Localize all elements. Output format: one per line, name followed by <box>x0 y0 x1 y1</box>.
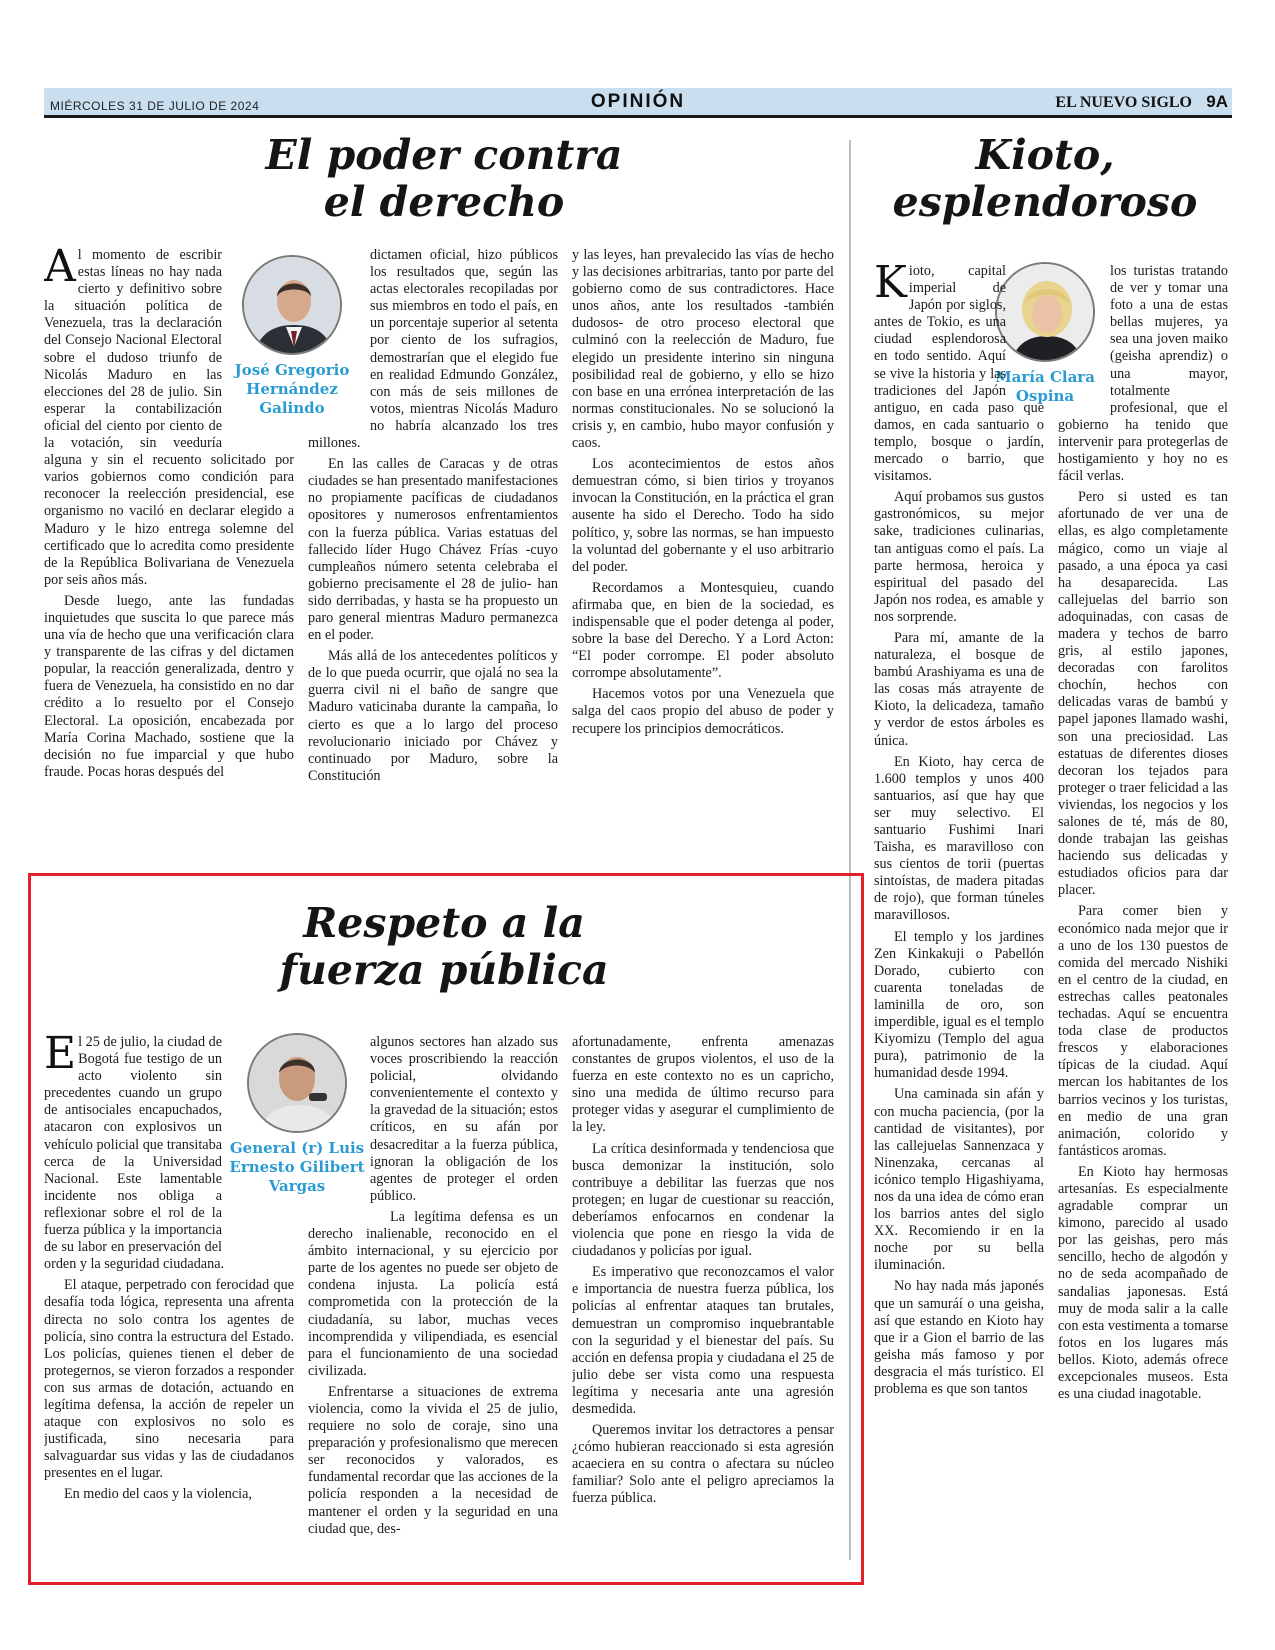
author-name: José Gregorio Hernández Galindo <box>234 361 350 417</box>
paragraph: El templo y los jardines Zen Kinkakuji o Pabellón Dorado, cubierto con cuarenta toneladas de laminilla de oro, son imperdible, igual es el templo Kiyomizu (Templo del agua pura), patrimonio de la humanidad desde 1994. <box>874 928 1044 1082</box>
newspaper-logo: EL NUEVO SIGLO <box>1055 94 1192 111</box>
paragraph: l momento de escribir estas líneas no hay nada cierto y definitivo sobre la situación política de Venezuela, tras la declaración del Consejo Nacional Electoral sobre el dudoso triunfo de Nicolás Maduro en las elecciones del 28 de julio. Sin esperar la contabilización oficial del ciento por ciento de la votación, sin veeduría alguna y sin el recuento solicitado por varios gobiernos como condición para reconocer la reelección presidencial, ese organismo no vaciló en declarar elegido a Maduro y le hizo entrega solemne del certificado que lo acredita como presidente de la República Bolivariana de Venezuela por seis años más. <box>44 247 294 588</box>
header-section: OPINIÓN <box>590 91 686 112</box>
article3-title-line1: Respeto a la <box>303 899 585 947</box>
page-number: 9A <box>1206 92 1228 111</box>
paragraph: Recordamos a Montesquieu, cuando afirmaba que, en bien de la sociedad, es indispensable que el poder detenga al poder, sobre la base del Derecho. Y a Lord Acton: “El poder corrompe. El poder absoluto corrompe absolutamente”. <box>572 579 834 682</box>
paragraph: l 25 de julio, la ciudad de Bogotá fue testigo de un acto violento sin precedentes cuando un grupo de antisociales encapuchados, atacaron con explosivos un vehículo policial que transitaba cerca de la Universidad Nacional. Este lamentable incidente nos obliga a reflexionar sobre el rol de la fuerza pública y la importancia de su labor en preservación del orden y la seguridad ciudadana. <box>44 1034 225 1273</box>
paragraph: Los acontecimientos de estos años demuestran cómo, si bien tirios y troyanos invocan la Constitución, en la práctica el gran ausente ha sido el Derecho. Todo ha sido político, y, sobre las normas, se han impuesto la voluntad del gobernante y el uso arbitrario del poder. <box>572 456 834 575</box>
article1-column-2 <box>308 247 558 807</box>
header-date: MIÉRCOLES 31 DE JULIO DE 2024 <box>50 99 260 113</box>
author-name: María Clara Ospina <box>995 368 1095 405</box>
paragraph: Más allá de los antecedentes políticos y de lo que pueda ocurrir, que ojalá no sea la guerra civil ni el baño de sangre que Maduro vaticinaba durante la campaña, lo cierto es que a lo largo del proceso revolucionario iniciado por Chávez y continuado por Maduro, sobre la Constitución <box>308 648 558 784</box>
article2-column-2 <box>1058 263 1228 1558</box>
article2-title-line2: esplendoroso <box>892 178 1198 227</box>
page-header <box>44 88 1232 118</box>
drop-cap: E <box>44 1034 77 1079</box>
author-name: General (r) Luis Ernesto Gilibert Vargas <box>229 1139 365 1195</box>
paragraph: En Kioto hay hermosas artesanías. Es especialmente agradable comprar un kimono, parecido al usado por las geishas, pero más sencillo, hecho de algodón y no de seda acompañado de sandalias japonesas. Está muy de moda salir a la calle con esta vestimenta a tomarse fotos en los lugares más bellos. Kioto, además ofrece excepcionales museos. Esta es una ciudad inagotable. <box>1058 1163 1228 1403</box>
article1-column-3 <box>572 247 834 807</box>
paragraph: Hacemos votos por una Venezuela que salga del caos propio del abuso de poder y recupere los principios democráticos. <box>572 686 834 737</box>
paragraph: No hay nada más japonés que un samuráí o una geisha, así que estando en Kioto hay que ir a Gion el barrio de las geisha más famoso y por desgracia el más turístico. El problema es que son tantos <box>874 1278 1044 1397</box>
article3-column-3 <box>572 1034 834 1554</box>
paragraph: En Kioto, hay cerca de 1.600 templos y unos 400 santuarios, así que hay que ser muy selectivo. El santuario Fushimi Inari Taisha, es maravilloso con sus cientos de torii (puertas sintoístas, de madera pitadas de rojo), que forman túneles maravillosos. <box>874 753 1044 924</box>
paragraph: En las calles de Caracas y de otras ciudades se han presentado manifestaciones no propiamente pacíficas de ciudadanos opositores y numerosos enfrentamientos con la fuerza pública. Varias estatuas del fallecido líder Hugo Chávez Frías -cuyo cumpleaños número setenta celebraba el gobierno precisamente el 28 de julio- han sido derribadas, y hasta se ha propuesto un paro general mientras Maduro permanezca en el poder. <box>308 456 558 644</box>
paragraph: algunos sectores han alzado sus voces proscribiendo la reacción policial, olvidando convenientemente el contexto y la gravedad de la situación; estos críticos, en su afán por desacreditar a la fuerza pública, ignoran la obligación de los agentes de proteger el orden público. <box>370 1034 558 1204</box>
paragraph: Aquí probamos sus gustos gastronómicos, su mejor sake, tradiciones culinarias, tan antiguas como el país. La parte hermosa, heroica y espiritual del pasado del Japón nos rodea, es amable y nos sorprende. <box>874 489 1044 625</box>
article2-title-line1: Kioto, <box>975 131 1115 179</box>
article2-column-1 <box>874 263 1044 1558</box>
paragraph: ioto, capital imperial de Japón por siglos, antes de Tokio, es una ciudad esplendorosa en todo sentido. Aquí se vive la historia y las tradiciones del Japón antiguo, en cada paso que damos, en cada santuario o templo, bosque o jardín, mercado o barrio, que visitamos. <box>874 263 1044 485</box>
paragraph: La crítica desinformada y tendenciosa que busca demonizar la institución, solo contribuye a debilitar las fuerzas que nos protegen; en lugar de cuestionar su reacción, deberíamos enfocarnos en condenar la violencia que pone en riesgo la vida de ciudadanos y policías por igual. <box>572 1140 834 1260</box>
paragraph: Es imperativo que reconozcamos el valor e importancia de nuestra fuerza pública, los policías al enfrentar ataques tan brutales, demuestran un compromiso inquebrantable con la seguridad y el bienestar del país. Su acción en defensa propia y ciudadana el 25 de julio debe ser vista como una respuesta legítima y necesaria ante una agresión desmedida. <box>572 1264 834 1417</box>
article3-title <box>44 900 844 994</box>
paragraph: Una caminada sin afán y con mucha paciencia, (por la cantidad de visitantes), por las callejuelas Sannenzaca y Ninenzaka, cercanas al icónico templo Higashiyama, nos da una idea de cómo eran los barrios antes del siglo XX. Recomiendo ir en la noche por su bella iluminación. <box>874 1086 1044 1274</box>
article3-column-1 <box>44 1034 294 1554</box>
article1-title-line1: El poder contra <box>265 131 623 179</box>
drop-cap: K <box>874 263 907 308</box>
paragraph: La legítima defensa es un derecho inalienable, reconocido en el ámbito internacional, y su ejercicio por parte de los agentes no puede ser objeto de condena injusta. La policía está comprometida con la protección de la ciudadanía, su labor, muchas veces incomprendida y vilipendiada, es esencial para el funcionamiento de una sociedad civilizada. <box>308 1208 558 1379</box>
paragraph: El ataque, perpetrado con ferocidad que desafía toda lógica, representa una afrenta directa no solo contra los agentes de policía, sino contra la estructura del Estado. Los policías, quienes tienen el deber de protegernos, se vieron forzados a responder con sus armas de dotación, actuando en legítima defensa, la acción de repeler un ataque con explosivos no solo es justificada, sino necesaria para salvaguardar sus vidas y las de ciudadanos presentes en el lugar. <box>44 1277 294 1482</box>
paragraph: afortunadamente, enfrenta amenazas constantes de grupos violentos, el uso de la fuerza en este contexto no es un capricho, sino una medida de último recurso para proteger vidas y asegurar el cumplimiento de la ley. <box>572 1034 834 1136</box>
article1-title <box>44 132 844 226</box>
article2-title <box>860 132 1230 226</box>
paragraph: Para mí, amante de la naturaleza, el bosque de bambú Arashiyama es una de las cosas más atrayente de Kioto, la delicadeza, tamaño y verdor de estos árboles es única. <box>874 629 1044 749</box>
paragraph: Enfrentarse a situaciones de extrema violencia, como la vivida el 25 de julio, requiere no solo de coraje, sino una preparación y profesionalismo que merecen ser reconocidos y valorados, es fundamental recordar que las acciones de la policía responden a la necesidad de mantener el orden y la seguridad en una ciudad que, des- <box>308 1383 558 1537</box>
paragraph: Pero si usted es tan afortunado de ver una de ellas, es algo completamente mágico, como un viaje al pasado, a una época ya casi ha desaparecida. Las callejuelas del barrio son adoquinadas, con casas de madera y techos de barro gris, al estilo japones, decoradas con farolitos chochín, hechos con delicadas varas de bambú y papel japones llamado washi, son una preciosidad. Las estatuas de diferentes dioses decoran los tejados para proteger o traer felicidad a las viviendas, los negocios y los salones de té, más de 80, donde trabajan las geishas haciendo sus delicadas y estudiados oficios para dar placer. <box>1058 489 1228 899</box>
drop-cap: A <box>44 247 76 292</box>
article1-column-1 <box>44 247 294 807</box>
paragraph: Desde luego, ante las fundadas inquietudes que suscita lo que parece más una vía de hecho que una verificación clara y transparente de las cifras y del dictamen popular, la reacción generalizada, dentro y fuera de Venezuela, ha consistido en no dar crédito a lo resuelto por el Consejo Electoral. La oposición, encabezada por María Corina Machado, sostiene que la decisión no fue imparcial y que hubo fraude. Pocas horas después del <box>44 592 294 780</box>
article3-title-line2: fuerza pública <box>279 946 609 995</box>
paragraph: Para comer bien y económico nada mejor que ir a uno de los 130 puestos de comida del mercado Nishiki en el centro de la ciudad, en estrechas calles peatonales techadas. Aquí se encuentra toda clase de productos frescos y elaboraciones típicas de la ciudad. Aquí mercan los habitantes de los barrios vecinos y los turistas, en medio de una gran animación, colorido y fantásticos aromas. <box>1058 903 1228 1159</box>
article3-column-2 <box>308 1034 558 1554</box>
paragraph: En medio del caos y la violencia, <box>64 1486 252 1503</box>
paragraph: dictamen oficial, hizo públicos los resultados que, según las actas electorales recopiladas por sus miembros en todo el país, en un porcentaje superior al setenta por ciento de los sufragios, demostrarían que el elegido fue en realidad Edmundo González, con más de seis millones de votos, mientras Nicolás Maduro no habría alcanzado los tres millones. <box>308 247 558 452</box>
paragraph: Queremos invitar los detractores a pensar ¿cómo hubieran reaccionado si esta agresión acaeciera en su contra o afectara su núcleo familiar? Solo ante el peligro apreciamos la fuerza pública. <box>572 1422 834 1507</box>
paragraph: los turistas tratando de ver y tomar una foto a una de estas bellas mujeres, ya sea una joven maiko (geisha aprendiz) o una mayor, totalmente profesional, que el gobierno ha tenido que intervenir para protegerlas de hostigamiento y hoy no es fácil verlas. <box>1058 263 1228 485</box>
article1-title-line2: el derecho <box>323 178 565 227</box>
paragraph: y las leyes, han prevalecido las vías de hecho y las decisiones arbitrarias, tanto por parte del gobierno como de sus contradictores. Hace unos años, ante los resultados -también dudosos- de otro proceso electoral que culminó con la reelección de Maduro, fue elegido un presidente interino sin ninguna posibilidad real de gobierno, y ello se hizo con base en una errónea interpretación de las normas constitucionales. No se solucionó la crisis y, en cambio, hubo mayor confusión y caos. <box>572 247 834 452</box>
